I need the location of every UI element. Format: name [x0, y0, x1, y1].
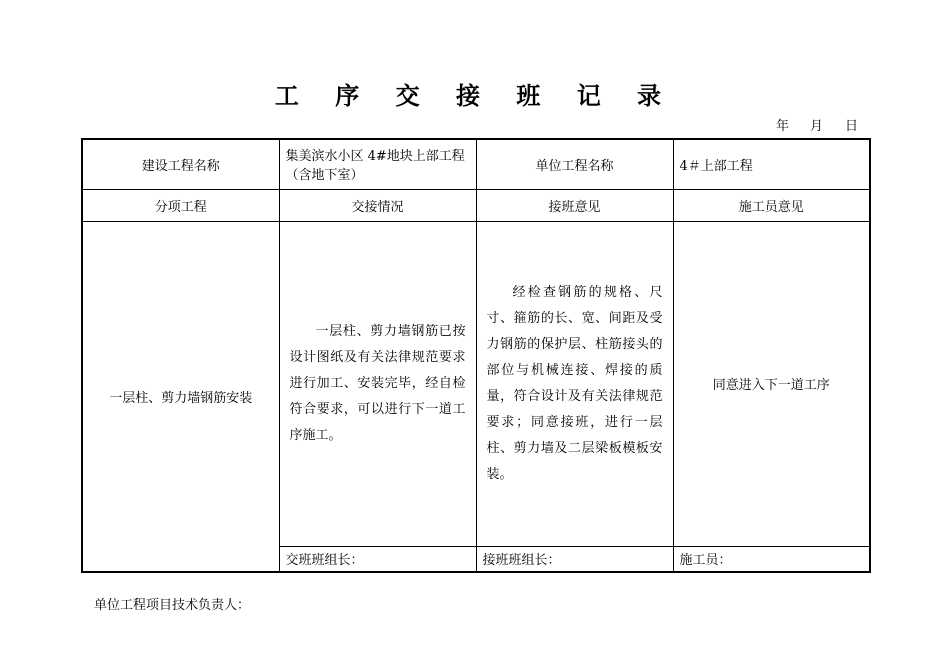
header-row [82, 189, 870, 221]
handover-leader-signature: 交班班组长： [279, 546, 476, 572]
page-title: 工 序 交 接 班 记 录 [274, 81, 676, 110]
project-name-label: 建设工程名称 [82, 139, 279, 189]
project-info-row [82, 139, 870, 189]
project-name-line2: （含地下室） [285, 168, 364, 184]
date-year-label: 年 [776, 119, 790, 134]
sub-project-header: 分项工程 [82, 189, 279, 221]
project-name-value [279, 139, 476, 189]
content-row [82, 221, 870, 546]
worker-header: 施工员意见 [673, 189, 870, 221]
handover-record-table [81, 138, 871, 573]
handover-content-cell [279, 221, 476, 546]
handover-content: 一层柱、剪力墙钢筋已按设计图纸及有关法律规范要求进行加工、安装完毕，经自检符合要求，可以进行下一道工序施工。 [289, 323, 466, 443]
receive-header: 接班意见 [476, 189, 673, 221]
handover-header: 交接情况 [279, 189, 476, 221]
worker-content: 同意进入下一道工序 [673, 221, 870, 546]
tech-lead-signature: 单位工程项目技术负责人： [94, 598, 251, 613]
receive-content-cell [476, 221, 673, 546]
receive-content: 经检查钢筋的规格、尺寸、箍筋的长、宽、间距及受力钢筋的保护层、柱筋接头的部位与机械连接、焊接的质量，符合设计及有关法律规范要求；同意接班，进行一层柱、剪力墙及二层梁板模板安装。 [486, 284, 663, 482]
project-name-line1: 集美滨水小区 4#地块上部工程 [285, 149, 465, 165]
date-month-label: 月 [810, 119, 824, 134]
unit-name-label: 单位工程名称 [476, 139, 673, 189]
sub-project-content: 一层柱、剪力墙钢筋安装 [82, 221, 279, 572]
receive-leader-signature: 接班班组长： [476, 546, 673, 572]
unit-name-value: 4＃上部工程 [673, 139, 870, 189]
worker-signature: 施工员： [673, 546, 870, 572]
date-day-label: 日 [845, 119, 859, 134]
